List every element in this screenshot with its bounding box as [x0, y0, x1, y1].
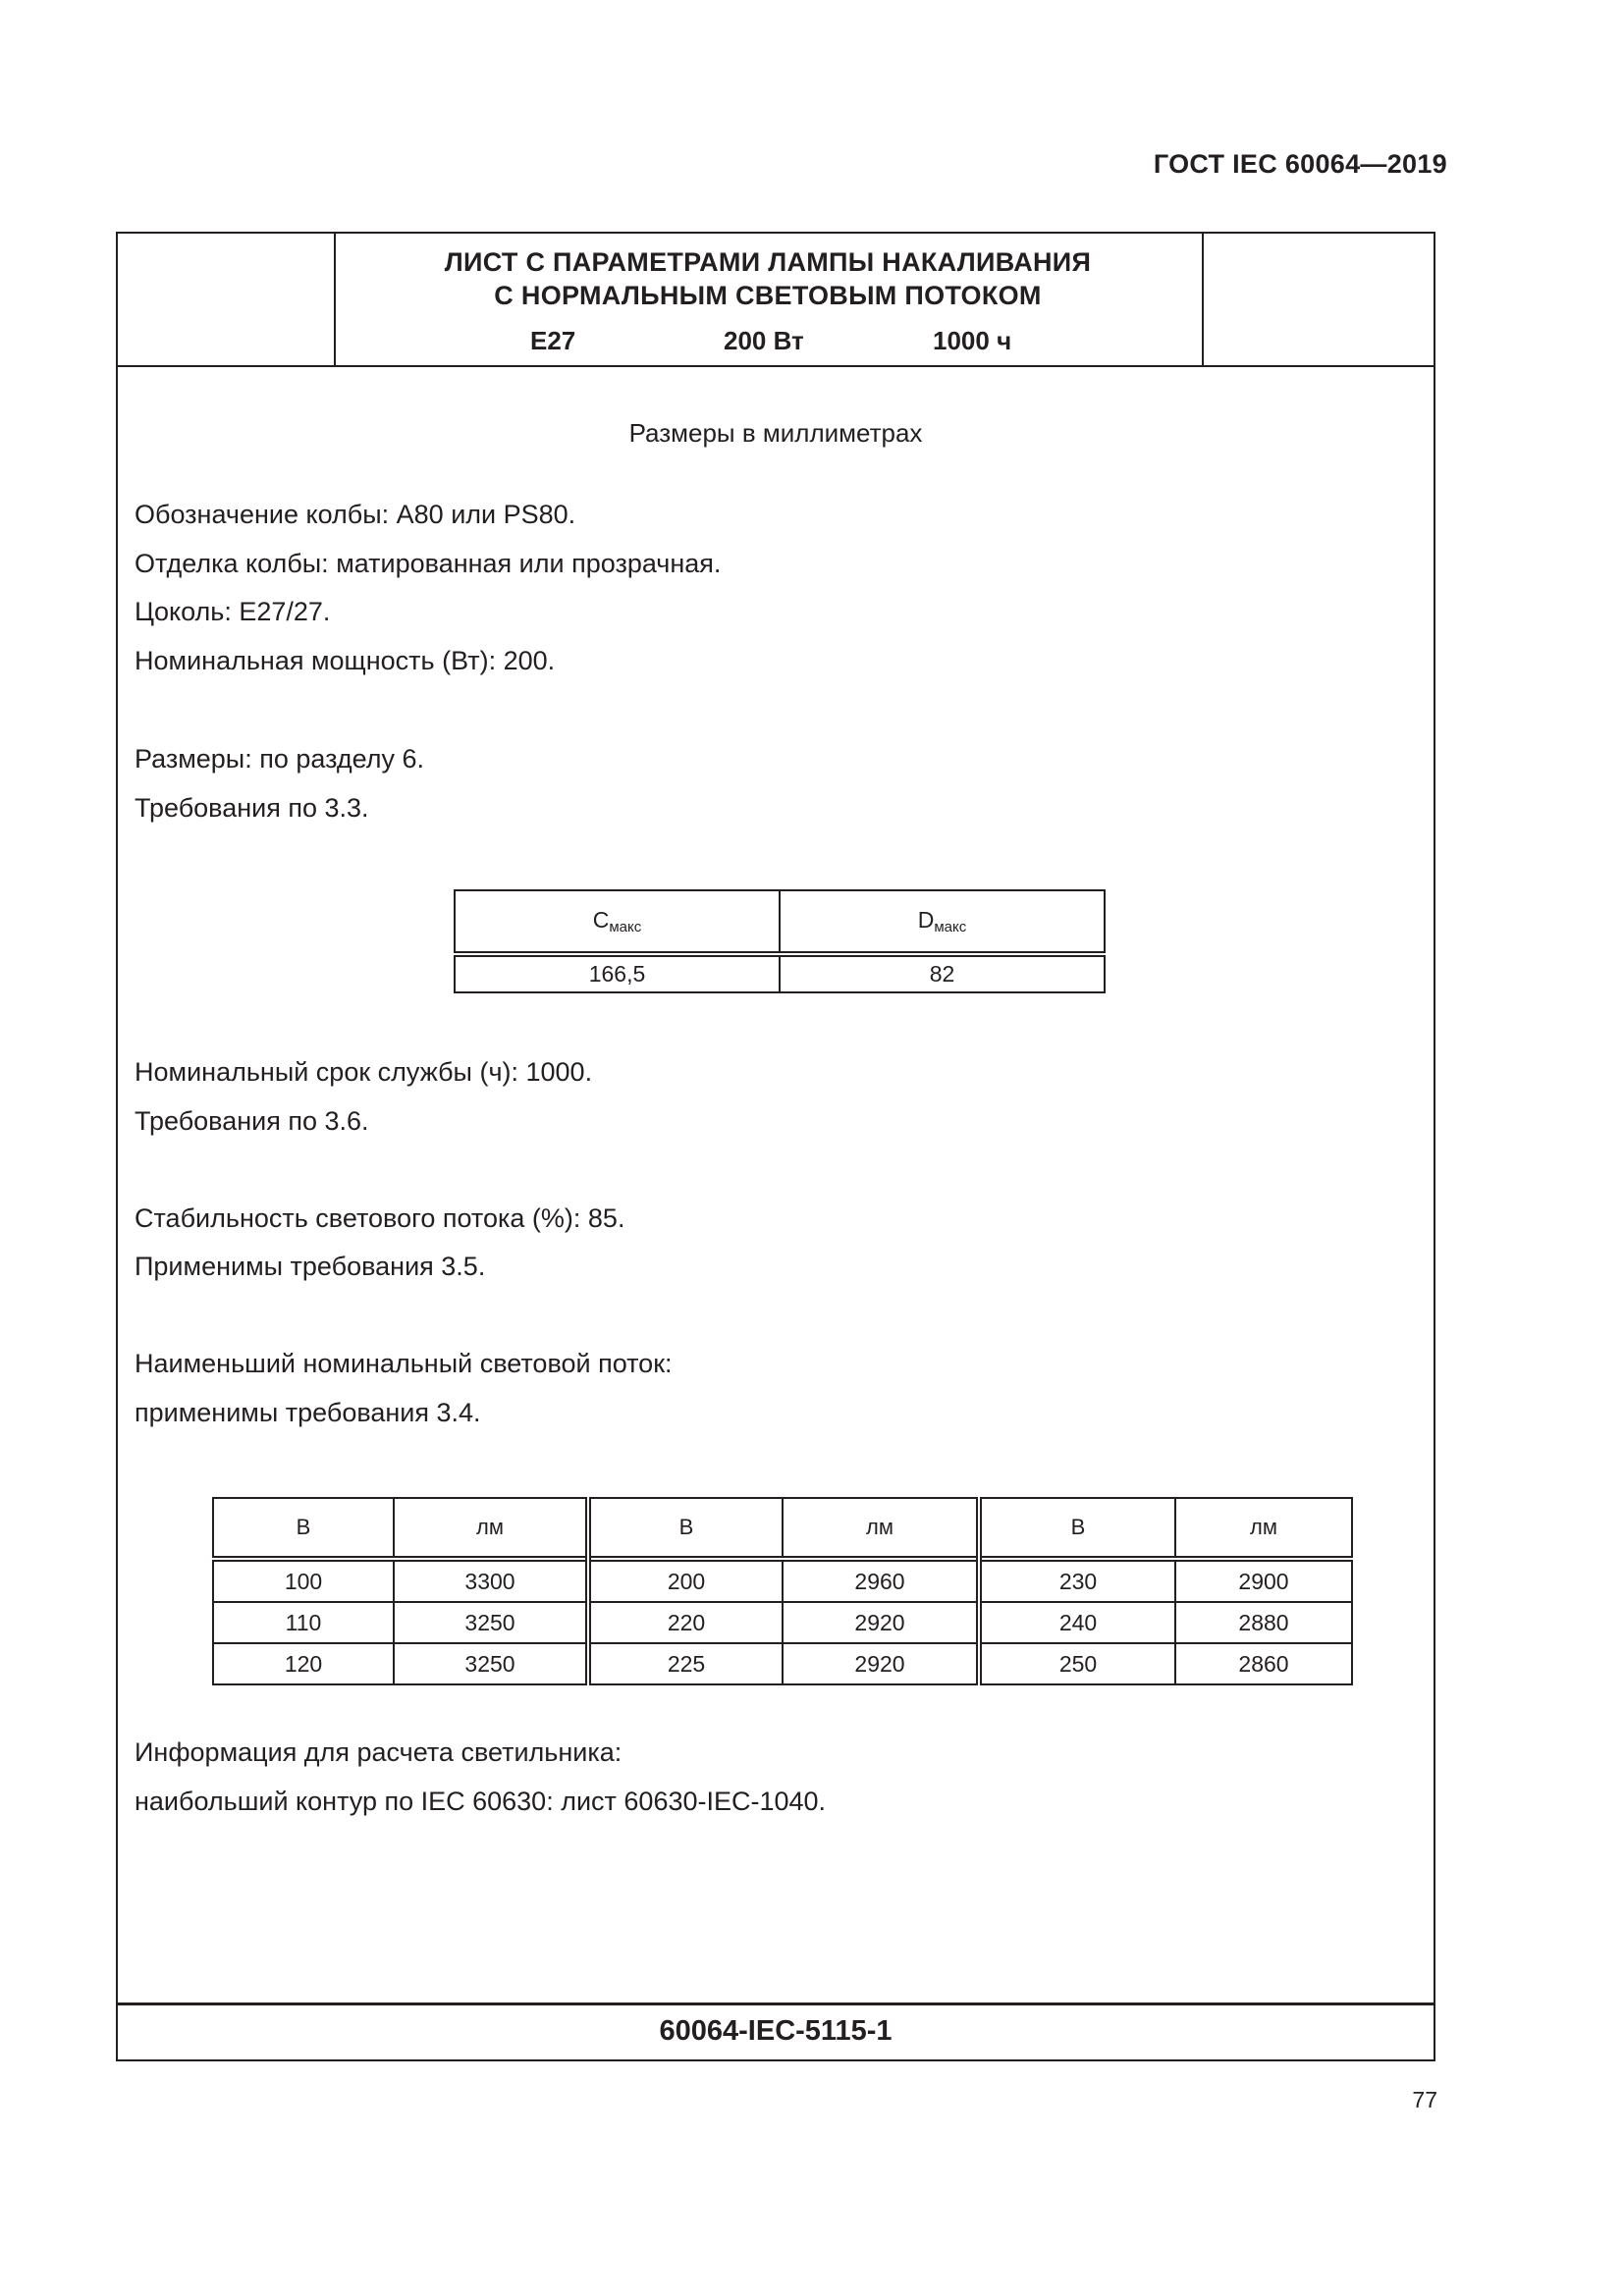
flux-header-volts-3: В — [979, 1498, 1175, 1559]
table-cell: 220 — [588, 1602, 783, 1643]
dimensions-ref: Размеры: по разделу 6. — [135, 744, 425, 774]
table-cell: 230 — [979, 1559, 1175, 1602]
luminous-flux-table — [212, 1497, 1353, 1685]
table-cell: 2900 — [1175, 1559, 1352, 1602]
sheet-number: 60064-IEC-5115-1 — [118, 2002, 1434, 2059]
table-cell: 100 — [213, 1559, 394, 1602]
spec-power: 200 Вт — [724, 326, 804, 355]
sheet-title — [336, 245, 1200, 312]
dimensions-note: Размеры в миллиметрах — [628, 418, 923, 448]
luminaire-info: Информация для расчета светильника: — [135, 1737, 623, 1767]
dim-header-d: $D_{макс}$ — [780, 890, 1105, 954]
rated-life: Номинальный срок службы (ч): 1000. — [135, 1057, 593, 1087]
bulb-designation: Обозначение колбы: A80 или PS80. — [135, 500, 576, 529]
table-cell: 2920 — [783, 1602, 979, 1643]
flux-header-row — [213, 1498, 1352, 1559]
table-cell: 2920 — [783, 1643, 979, 1684]
requirements-3-4: применимы требования 3.4. — [135, 1398, 481, 1427]
page-number: 77 — [1412, 2087, 1437, 2112]
requirements-3-3: Требования по 3.3. — [135, 793, 369, 823]
dim-value-c: 166,5 — [455, 954, 780, 992]
flux-header-lumens-2: лм — [783, 1498, 979, 1559]
table-cell: 2880 — [1175, 1602, 1352, 1643]
bulb-finish: Отделка колбы: матированная или прозрачная. — [135, 549, 722, 578]
dim-value-d: 82 — [780, 954, 1105, 992]
requirements-3-6: Требования по 3.6. — [135, 1106, 369, 1136]
table-cell: 250 — [979, 1643, 1175, 1684]
max-outline: наибольший контур по IEC 60630: лист 60630-IEC-1040. — [135, 1787, 827, 1816]
header-divider-right — [1202, 234, 1204, 365]
flux-header-lumens-1: лм — [394, 1498, 588, 1559]
lumen-maintenance: Стабильность светового потока (%): 85. — [135, 1203, 625, 1233]
table-row — [213, 1643, 1352, 1684]
table-cell: 110 — [213, 1602, 394, 1643]
table-cell: 3250 — [394, 1602, 588, 1643]
flux-header-lumens-3: лм — [1175, 1498, 1352, 1559]
flux-header-volts-2: В — [588, 1498, 783, 1559]
table-cell: 240 — [979, 1602, 1175, 1643]
table-cell: 2860 — [1175, 1643, 1352, 1684]
sheet-title-line2: С НОРМАЛЬНЫМ СВЕТОВЫМ ПОТОКОМ — [494, 281, 1042, 310]
table-cell: 3300 — [394, 1559, 588, 1602]
spec-life: 1000 ч — [933, 326, 1012, 355]
table-cell: 200 — [588, 1559, 783, 1602]
table-cell: 2960 — [783, 1559, 979, 1602]
dim-header-c: $C_{макс}$ — [455, 890, 780, 954]
spec-base: E27 — [530, 326, 576, 355]
table-row — [213, 1559, 1352, 1602]
flux-header-volts-1: В — [213, 1498, 394, 1559]
table-cell: 225 — [588, 1643, 783, 1684]
standard-code: ГОСТ IEC 60064—2019 — [1153, 149, 1447, 179]
table-row — [213, 1602, 1352, 1643]
parameter-sheet — [116, 232, 1435, 2061]
requirements-3-5: Применимы требования 3.5. — [135, 1252, 486, 1281]
sheet-header — [118, 234, 1434, 367]
table-cell: 3250 — [394, 1643, 588, 1684]
min-flux: Наименьший номинальный световой поток: — [135, 1349, 673, 1378]
rated-power: Номинальная мощность (Вт): 200. — [135, 646, 556, 675]
dimensions-table — [454, 889, 1106, 993]
table-cell: 120 — [213, 1643, 394, 1684]
cap-type: Цоколь: E27/27. — [135, 597, 331, 626]
sheet-title-line1: ЛИСТ С ПАРАМЕТРАМИ ЛАМПЫ НАКАЛИВАНИЯ — [444, 247, 1092, 277]
